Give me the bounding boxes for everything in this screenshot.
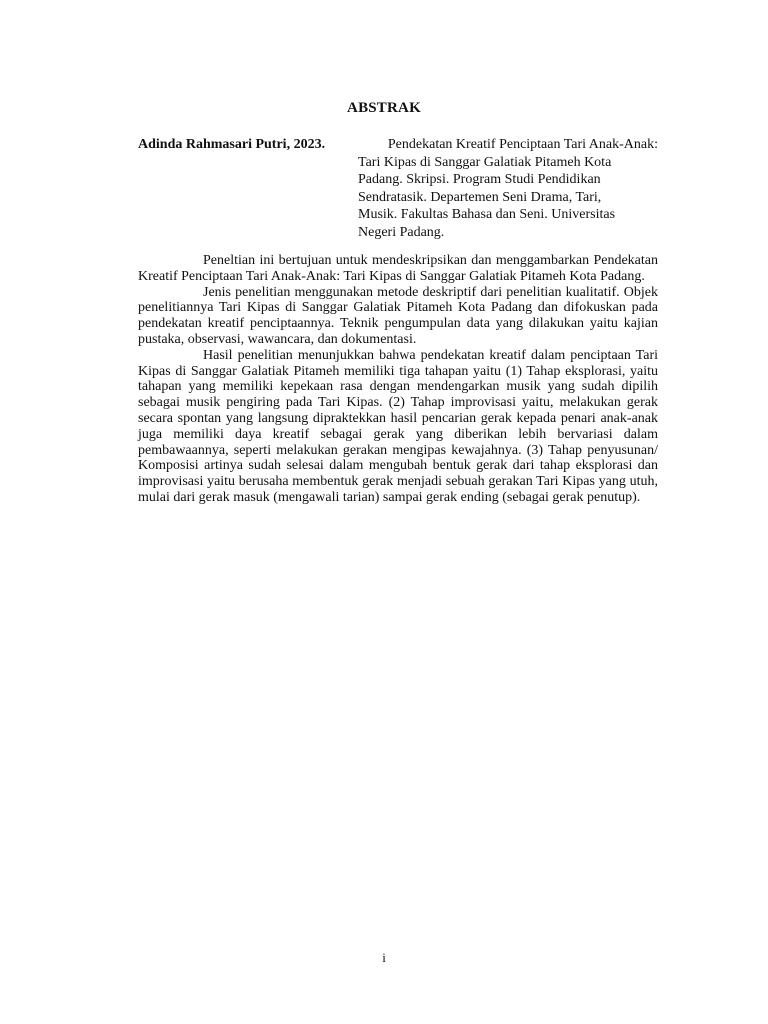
citation-block — [138, 136, 658, 242]
abstract-title: ABSTRAK — [347, 100, 421, 116]
citation-line: Tari Kipas di Sanggar Galatiak Pitameh Kota — [358, 154, 612, 170]
citation-line: Musik. Fakultas Bahasa dan Seni. Universitas — [358, 207, 616, 223]
citation-author-year: Adinda Rahmasari Putri, 2023. — [138, 137, 326, 152]
citation-continuation — [358, 154, 658, 242]
citation-title-line: Pendekatan Kreatif Penciptaan Tari Anak-Anak: — [387, 137, 658, 152]
abstract-body — [138, 253, 658, 506]
citation-line: Sendratasik. Departemen Seni Drama, Tari, — [358, 189, 602, 205]
citation-line: Negeri Padang. — [358, 224, 445, 240]
abstract-paragraph-method: Jenis penelitian menggunakan metode deskriptif dari penelitian kualitatif. Objek penelitiannya Tari Kipas di Sanggar Galatiak Pitameh Kota Padang dan difokuskan pada pendekatan kreatif penciptaannya. Teknik pengumpulan data yang dilakukan yaitu kajian pustaka, observasi, wawancara, dan dokumentasi. — [138, 284, 658, 347]
abstract-paragraph-purpose: Peneltian ini bertujuan untuk mendeskripsikan dan menggambarkan Pendekatan Kreatif Penciptaan Tari Anak-Anak: Tari Kipas di Sanggar Galatiak Pitameh Kota Padang. — [138, 253, 658, 284]
page-number: i — [382, 950, 386, 965]
citation-line: Padang. Skripsi. Program Studi Pendidikan — [358, 172, 601, 188]
citation-first-row — [138, 136, 658, 154]
abstract-paragraph-results: Hasil penelitian menunjukkan bahwa pendekatan kreatif dalam penciptaan Tari Kipas di Sanggar Galatiak Pitameh memiliki tiga tahapan yaitu (1) Tahap eksplorasi, yaitu tahapan yang memiliki kepekaan rasa dengan mendengarkan musik yang sudah dipilih sebagai musik pengiring pada Tari Kipas. (2) Tahap improvisasi yaitu, melakukan gerak secara spontan yang langsung dipraktekkan hasil pencarian gerak kepada penari anak-anak juga memiliki daya kreatif sebagai gerak yang diberikan lebih bervariasi dalam pembawaannya, seperti melakukan gerakan mengipas kewajahnya. (3) Tahap penyusunan/ Komposisi artinya sudah selesai dalam mengubah bentuk gerak dari tahap eksplorasi dan improvisasi yaitu berusaha membentuk gerak menjadi sebuah gerakan Tari Kipas yang utuh, mulai dari gerak masuk (mengawali tarian) sampai gerak ending (sebagai gerak penutup). — [138, 347, 658, 505]
